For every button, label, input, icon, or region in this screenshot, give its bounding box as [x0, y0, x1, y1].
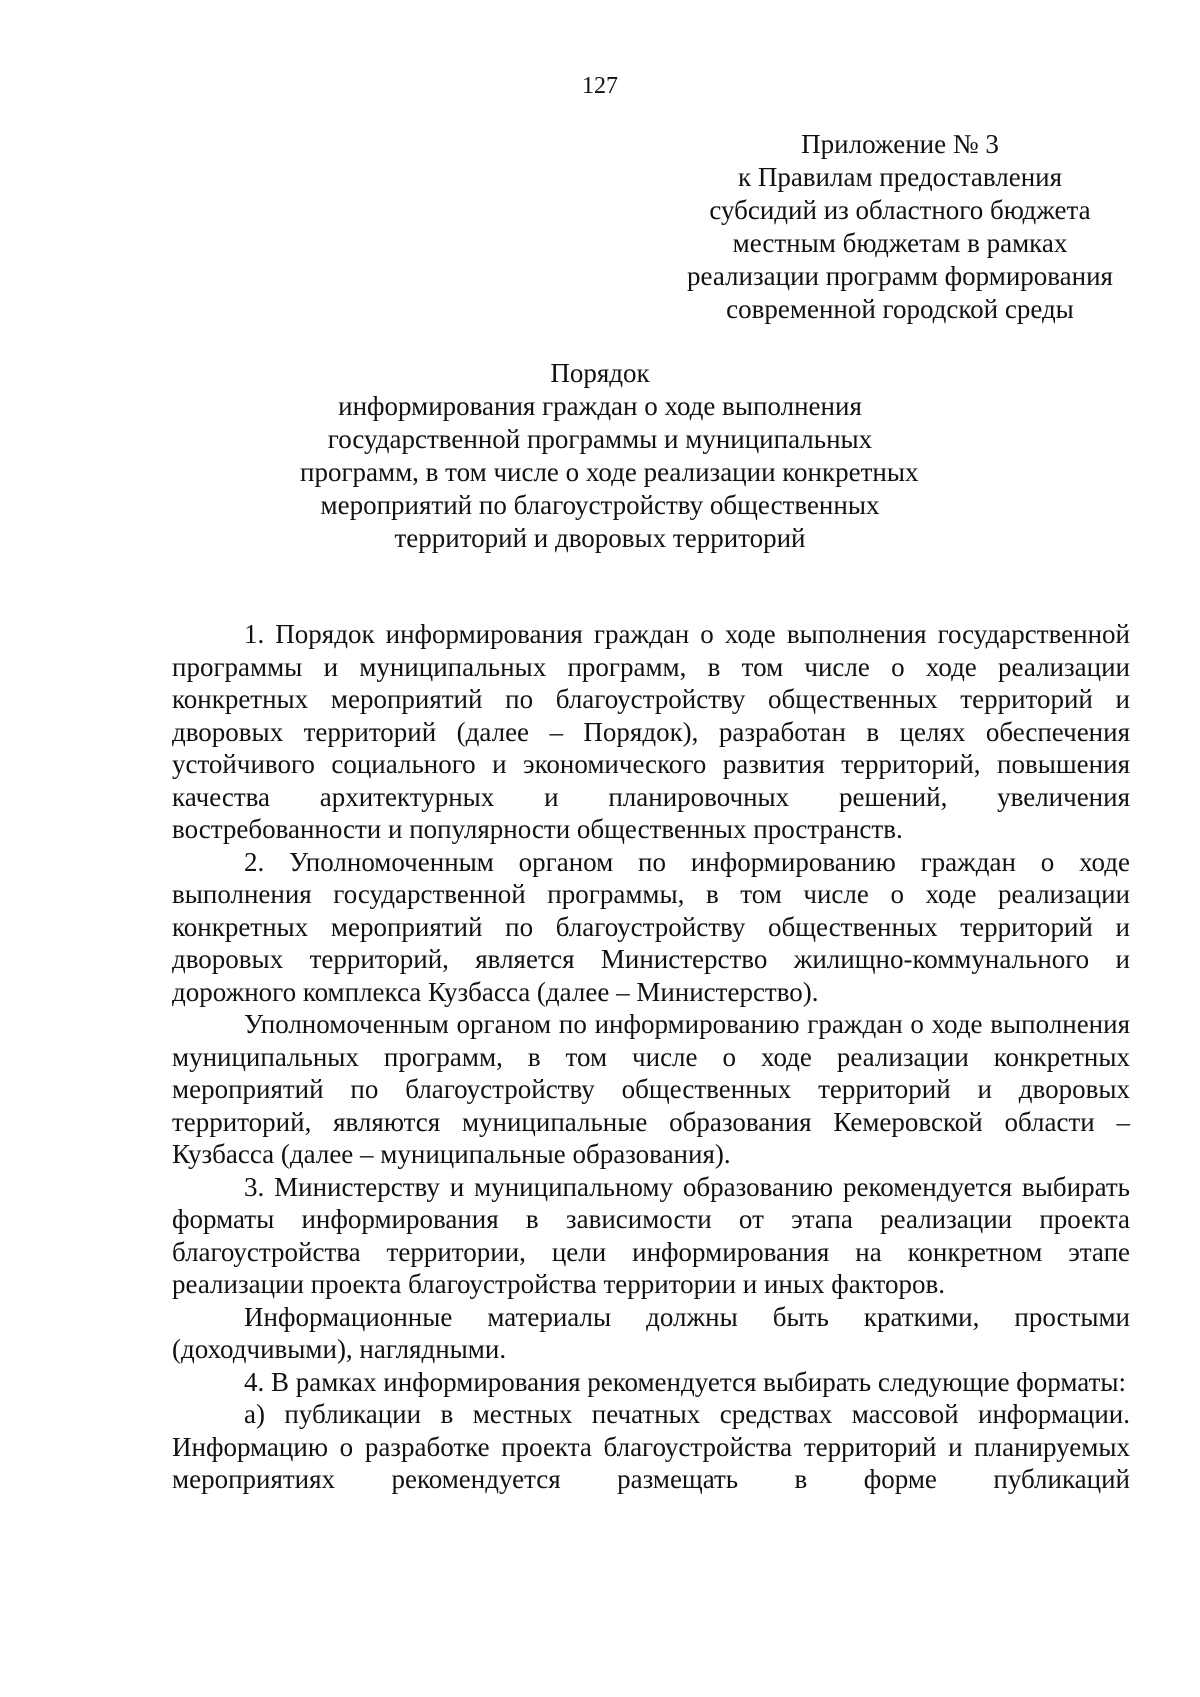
page-number: 127	[582, 73, 618, 99]
title-line: мероприятий по благоустройству общественных	[320, 490, 880, 520]
document-body	[172, 618, 1130, 1496]
paragraph-3: 3. Министерству и муниципальному образованию рекомендуется выбирать форматы информирования в зависимости от этапа реализации проекта благоустройства территории, цели информирования на конкретном этапе реализации проекта благоустройства территории и иных факторов.	[172, 1171, 1130, 1299]
appendix-line: к Правилам предоставления	[737, 162, 1063, 192]
title-line: территорий и дворовых территорий	[394, 523, 806, 553]
appendix-line: реализации программ формирования	[687, 261, 1113, 291]
paragraph-3-continued: Информационные материалы должны быть краткими, простыми (доходчивыми), наглядными.	[172, 1301, 1130, 1364]
appendix-header	[680, 128, 1120, 326]
appendix-line: современной городской среды	[726, 294, 1074, 324]
paragraph-4: 4. В рамках информирования рекомендуется выбирать следующие форматы:	[244, 1366, 1127, 1397]
appendix-line: местным бюджетам в рамках	[732, 228, 1068, 258]
title-line: Порядок	[550, 358, 650, 388]
title-line: информирования граждан о ходе выполнения	[338, 391, 862, 421]
title-line: программ, в том числе о ходе реализации конкретных	[300, 457, 919, 487]
paragraph-4a: а) публикации в местных печатных средствах массовой информации. Информацию о разработке проекта благоустройства территорий и планируемых мероприятиях рекомендуется размещать в форме публикаций	[172, 1399, 1130, 1494]
paragraph-2: 2. Уполномоченным органом по информированию граждан о ходе выполнения государственной программы, в том числе о ходе реализации конкретных мероприятий по благоустройству общественных территорий и дворовых территорий, является Министерство жилищно-коммунального и дорожного комплекса Кузбасса (далее – Министерство).	[172, 846, 1130, 1007]
paragraph-1: 1. Порядок информирования граждан о ходе выполнения государственной программы и муниципальных программ, в том числе о ходе реализации конкретных мероприятий по благоустройству общественных территорий и дворовых территорий (далее – Порядок), разработан в целях обеспечения устойчивого социального и экономического развития территорий, повышения качества архитектурных и планировочных решений, увеличения востребованности и популярности общественных пространств.	[172, 619, 1130, 844]
appendix-line: субсидий из областного бюджета	[709, 195, 1091, 225]
title-line: государственной программы и муниципальных	[327, 424, 873, 454]
appendix-line: Приложение № 3	[801, 129, 999, 159]
document-title	[300, 357, 919, 555]
paragraph-2-continued: Уполномоченным органом по информированию граждан о ходе выполнения муниципальных программ, в том числе о ходе реализации конкретных мероприятий по благоустройству общественных территорий и дворовых территорий, являются муниципальные образования Кемеровской области – Кузбасса (далее – муниципальные образования).	[172, 1009, 1130, 1169]
